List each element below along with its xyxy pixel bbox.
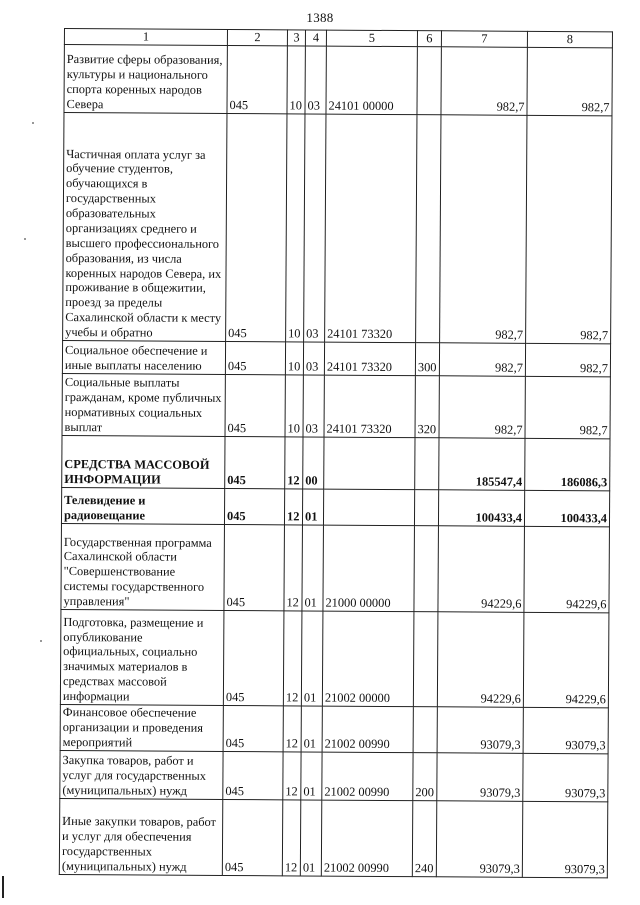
expense-type-code — [413, 707, 437, 753]
expense-type-code: 320 — [415, 376, 439, 438]
scan-speck — [32, 122, 34, 124]
column-number: 4 — [305, 30, 326, 46]
column-number: 2 — [227, 29, 287, 45]
amount-year-2: 982,7 — [525, 376, 610, 439]
expense-type-code — [413, 612, 438, 707]
target-article-code: 24101 00000 — [326, 46, 417, 115]
subsection-code: 01 — [300, 800, 321, 876]
ministry-code: 045 — [227, 45, 287, 113]
table-row — [63, 112, 612, 343]
table-row — [60, 609, 609, 707]
expense-type-code — [416, 115, 441, 343]
subsection-code: 00 — [303, 437, 324, 489]
expense-type-code: 200 — [413, 753, 437, 801]
section-code: 10 — [285, 342, 303, 375]
ministry-code: 045 — [225, 374, 285, 436]
table-row — [64, 44, 612, 115]
subsection-code: 03 — [305, 46, 326, 114]
amount-year-2: 982,7 — [526, 115, 612, 344]
row-name: Иные закупки товаров, работ и услуг для обеспечения государственных (муниципальных) нужд — [59, 798, 222, 875]
amount-year-2: 982,7 — [527, 47, 612, 116]
row-name: Социальное обеспечение и иные выплаты населению — [62, 340, 225, 374]
budget-table-wrapper — [59, 28, 613, 878]
amount-year-2: 982,7 — [525, 343, 610, 377]
scan-speck — [24, 238, 26, 240]
table-row — [60, 704, 608, 753]
target-article-code: 24101 73320 — [325, 114, 417, 343]
table-row — [61, 523, 610, 612]
row-name: Финансовое обеспечение организации и проведения мероприятий — [60, 704, 223, 751]
expense-type-code — [414, 490, 438, 526]
ministry-code: 045 — [225, 436, 285, 488]
target-article-code: 21002 00990 — [321, 800, 412, 877]
margin-mark — [2, 876, 4, 898]
subsection-code: 01 — [301, 706, 322, 752]
row-name: Подготовка, размещение и опубликование официальных, социально значимых материалов в средствах массовой информации — [60, 609, 224, 705]
expense-type-code: 300 — [415, 343, 439, 376]
row-name: Развитие сферы образования, культуры и национального спорта коренных народов Севера — [64, 44, 227, 113]
section-code: 10 — [287, 46, 305, 114]
page-number: 1388 — [306, 10, 334, 25]
expense-type-code — [415, 438, 439, 490]
amount-year-2: 93079,3 — [523, 707, 608, 754]
row-name: Государственная программа Сахалинской области "Совершенствование системы государственного управления" — [61, 523, 225, 610]
amount-year-1: 100433,4 — [438, 490, 524, 527]
scan-speck — [40, 640, 42, 642]
amount-year-1: 982,7 — [440, 115, 527, 344]
column-number: 6 — [417, 31, 441, 47]
table-row — [62, 373, 610, 438]
column-number: 3 — [287, 30, 305, 46]
expense-type-code — [414, 526, 439, 612]
column-number: 7 — [441, 31, 527, 47]
target-article-code: 21002 00000 — [322, 611, 414, 707]
target-article-code: 24101 73320 — [324, 375, 415, 438]
section-code: 12 — [283, 611, 302, 706]
target-article-code: 24101 73320 — [324, 342, 415, 376]
amount-year-2: 94229,6 — [524, 526, 610, 613]
amount-year-1: 185547,4 — [439, 438, 525, 491]
ministry-code: 045 — [225, 341, 285, 374]
amount-year-2: 94229,6 — [523, 612, 609, 708]
ministry-code: 045 — [223, 610, 284, 705]
column-number: 1 — [64, 29, 227, 46]
ministry-code: 045 — [224, 524, 285, 610]
ministry-code: 045 — [222, 799, 282, 875]
subsection-code: 01 — [302, 489, 323, 525]
ministry-code: 045 — [224, 488, 284, 524]
section-code: 12 — [284, 525, 303, 611]
section-code: 12 — [283, 752, 301, 800]
subsection-code: 03 — [304, 114, 326, 342]
subsection-code: 01 — [301, 611, 323, 706]
section-code: 12 — [283, 706, 301, 752]
expense-type-code — [417, 47, 441, 115]
amount-year-2: 186086,3 — [525, 438, 610, 491]
table-row — [62, 340, 610, 376]
row-name: Частичная оплата услуг за обучение студентов, обучающихся в государственных образовательных организациях среднего и высшего профессионального образования, из числа коренных народов Севера, их проживание в общежитии, проезд за пределы Сахалинской области к месту учебы и обратно — [63, 112, 227, 341]
target-article-code — [324, 437, 415, 490]
ministry-code: 045 — [223, 705, 283, 751]
subsection-code: 01 — [301, 752, 322, 800]
row-name: Социальные выплаты гражданам, кроме публичных нормативных социальных выплат — [62, 373, 225, 436]
amount-year-1: 93079,3 — [437, 707, 523, 754]
subsection-code: 01 — [302, 525, 324, 611]
section-code: 10 — [285, 375, 303, 437]
target-article-code: 21002 00990 — [322, 752, 413, 801]
amount-year-1: 93079,3 — [437, 753, 523, 802]
amount-year-1: 982,7 — [439, 343, 525, 377]
ministry-code: 045 — [223, 751, 283, 799]
amount-year-2: 93079,3 — [522, 801, 607, 878]
ministry-code: 045 — [226, 113, 287, 341]
section-code: 12 — [285, 437, 303, 489]
amount-year-2: 100433,4 — [524, 490, 609, 527]
target-article-code: 21002 00990 — [322, 706, 413, 753]
subsection-code: 03 — [303, 375, 324, 437]
row-name: СРЕДСТВА МАССОВОЙ ИНФОРМАЦИИ — [62, 435, 225, 488]
row-name: Закупка товаров, работ и услуг для государственных (муниципальных) нужд — [60, 750, 223, 799]
table-row — [60, 750, 608, 801]
target-article-code: 21000 00000 — [323, 525, 415, 612]
table-row — [61, 487, 609, 526]
table-row — [62, 435, 610, 490]
subsection-code: 03 — [303, 342, 324, 375]
section-code: 12 — [282, 800, 300, 876]
section-code: 12 — [284, 489, 302, 525]
amount-year-1: 93079,3 — [436, 801, 522, 878]
amount-year-1: 94229,6 — [438, 526, 525, 613]
target-article-code — [323, 489, 414, 526]
table-row — [59, 798, 607, 877]
expense-type-code: 240 — [412, 801, 436, 877]
column-number: 8 — [527, 31, 612, 47]
amount-year-1: 982,7 — [439, 376, 525, 439]
row-name: Телевидение и радиовещание — [61, 487, 224, 524]
section-code: 10 — [286, 114, 305, 342]
amount-year-1: 94229,6 — [437, 612, 524, 708]
amount-year-1: 982,7 — [441, 47, 527, 116]
amount-year-2: 93079,3 — [523, 753, 608, 802]
budget-table — [59, 28, 613, 878]
column-number: 5 — [326, 30, 417, 46]
